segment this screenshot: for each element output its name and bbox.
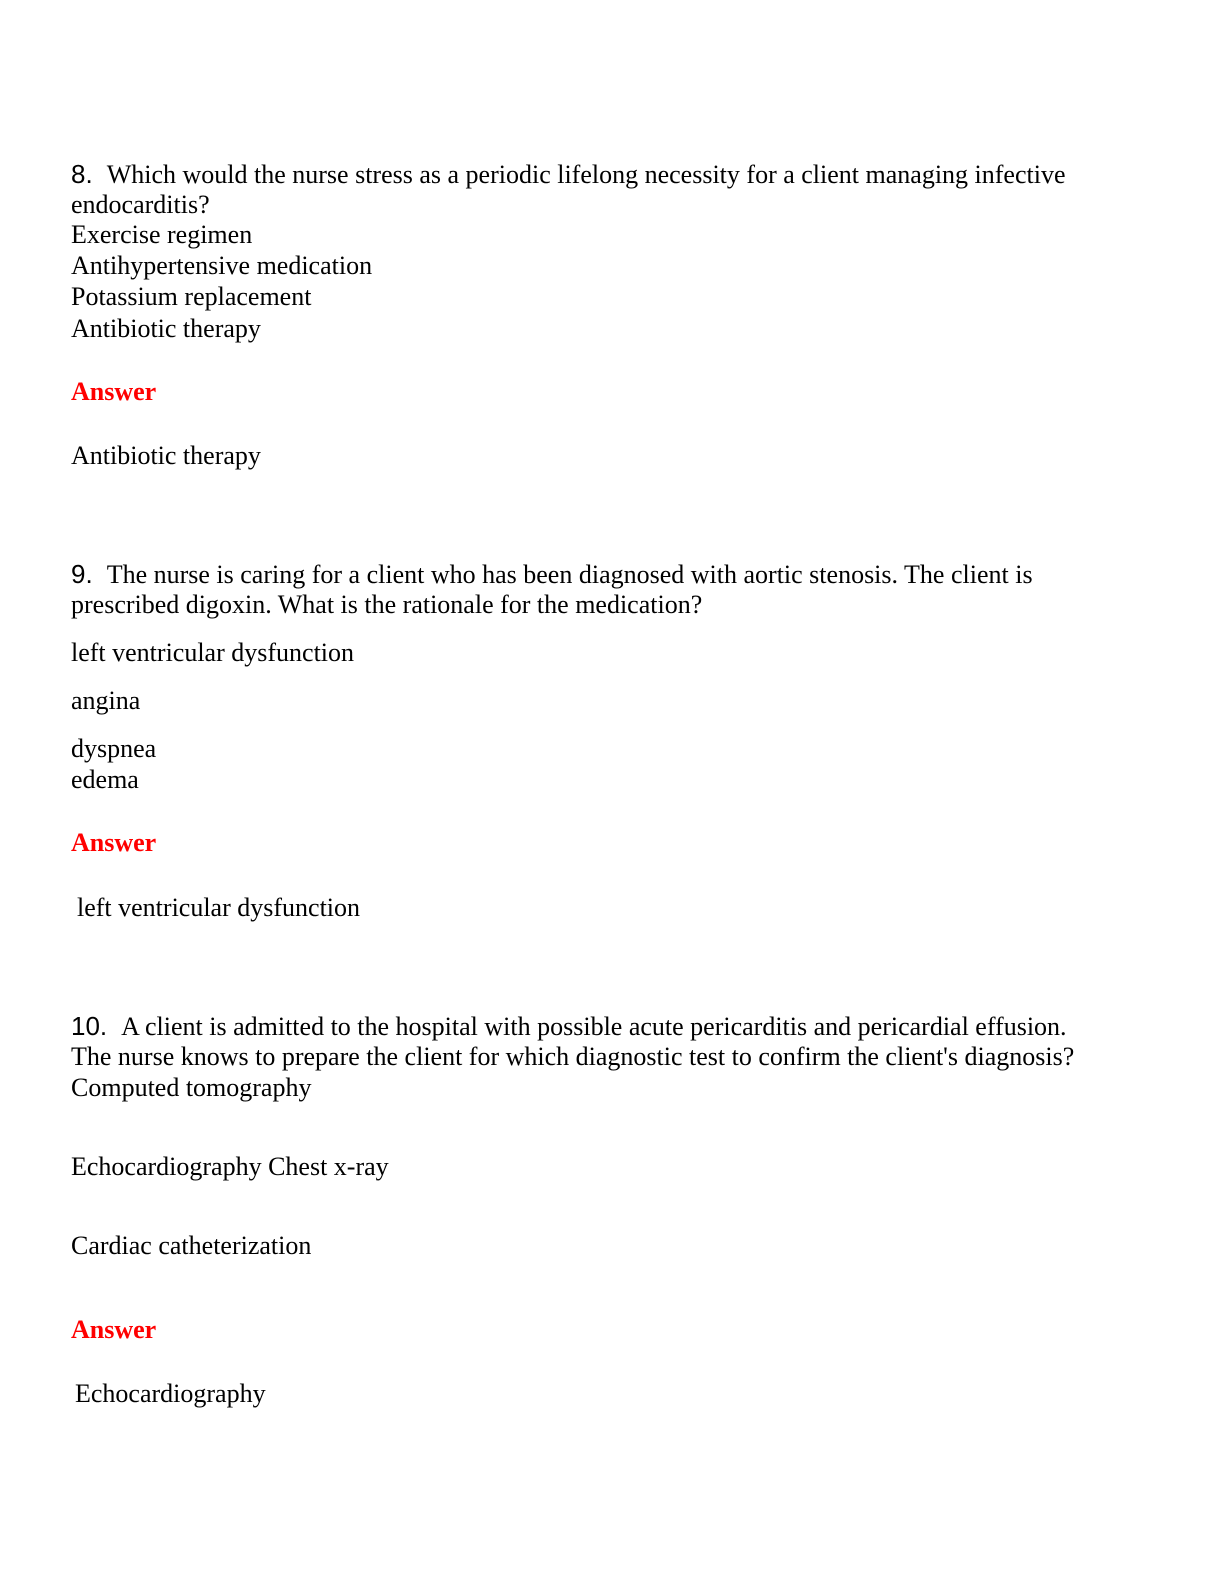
question-9-option: dyspnea <box>71 734 157 763</box>
question-9-option: edema <box>71 765 139 794</box>
question-number: 9. <box>71 559 93 589</box>
question-10-option: Echocardiography Chest x-ray <box>71 1152 389 1181</box>
question-number: 8. <box>71 159 93 189</box>
question-8-stem-line-1 <box>71 158 1066 191</box>
question-9-stem-line-2: prescribed digoxin. What is the rationale for the medication? <box>71 590 703 619</box>
question-9-option: left ventricular dysfunction <box>71 638 355 667</box>
question-text: A client is admitted to the hospital with possible acute pericarditis and pericardial effusion. <box>121 1012 1067 1041</box>
question-number: 10. <box>71 1011 108 1041</box>
question-9-stem-line-1 <box>71 558 1033 591</box>
question-8-option: Exercise regimen <box>71 220 253 249</box>
question-9-answer: left ventricular dysfunction <box>77 893 361 922</box>
question-10-answer: Echocardiography <box>75 1379 266 1408</box>
question-8-answer-label: Answer <box>71 377 157 406</box>
question-8-option: Potassium replacement <box>71 282 312 311</box>
question-10-stem-line-1 <box>71 1010 1067 1043</box>
question-10-option: Computed tomography <box>71 1073 312 1102</box>
question-10-stem-line-2: The nurse knows to prepare the client for which diagnostic test to confirm the client's diagnosis? <box>71 1042 1075 1071</box>
question-8-option: Antibiotic therapy <box>71 314 261 343</box>
question-10-answer-label: Answer <box>71 1315 157 1344</box>
question-9-answer-label: Answer <box>71 828 157 857</box>
question-8-option: Antihypertensive medication <box>71 251 373 280</box>
question-8-answer: Antibiotic therapy <box>71 441 261 470</box>
question-text: The nurse is caring for a client who has been diagnosed with aortic stenosis. The client is <box>106 560 1033 589</box>
question-8-stem-line-2: endocarditis? <box>71 190 210 219</box>
question-10-option: Cardiac catheterization <box>71 1231 312 1260</box>
question-text: Which would the nurse stress as a periodic lifelong necessity for a client managing infective <box>106 160 1066 189</box>
question-9-option: angina <box>71 686 141 715</box>
